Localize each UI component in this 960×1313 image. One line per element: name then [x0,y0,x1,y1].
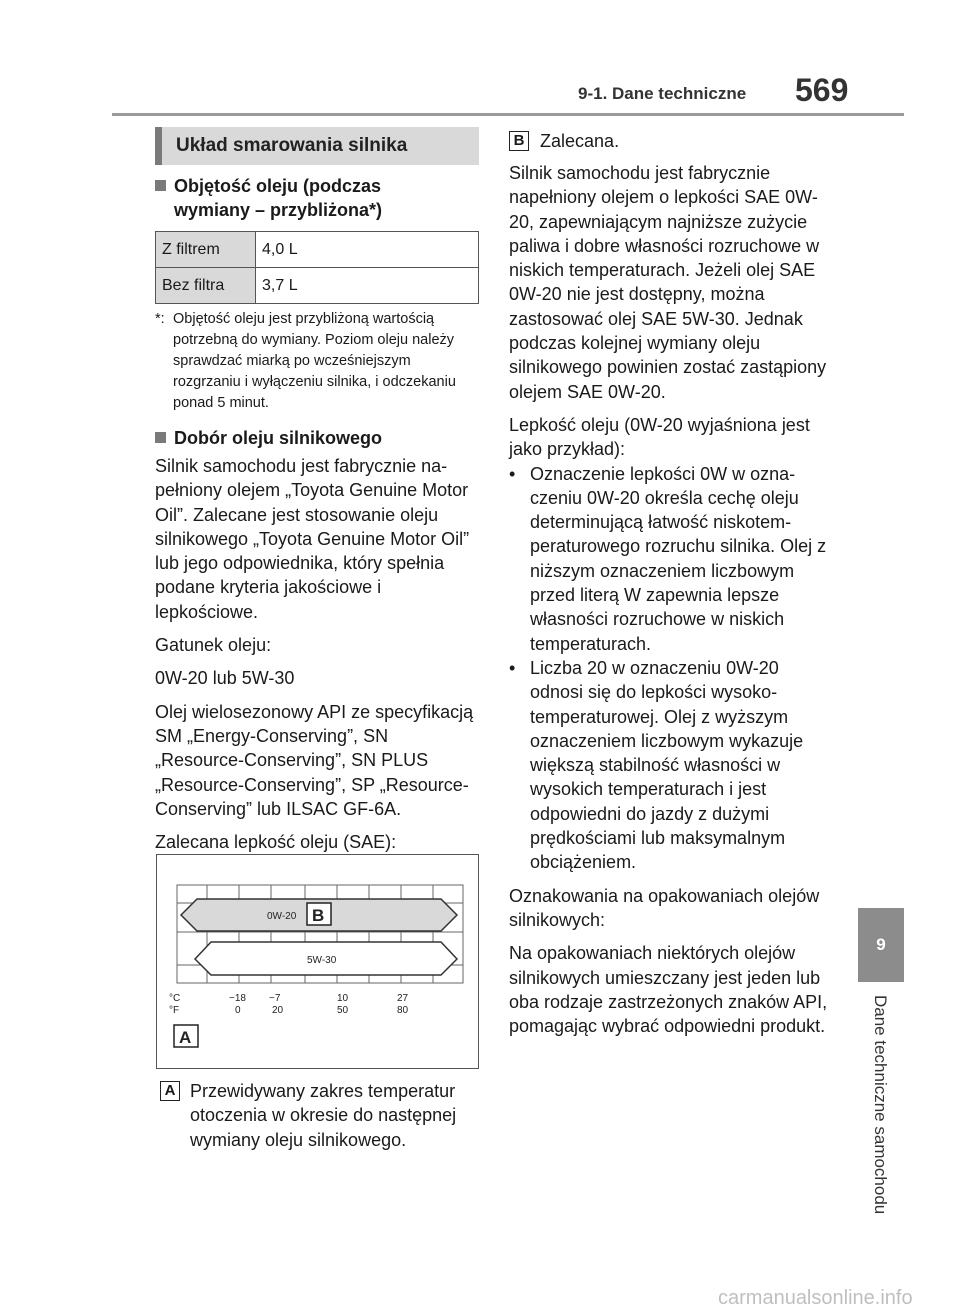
paragraph: Silnik samochodu jest fabrycznie napełniony olejem o lepkości SAE 0W-20, zapewniającym najniższe zużycie paliwa i dobre własności rozruchowe w niskich temperaturach. Jeżeli olej SAE 0W-20 nie jest dostępny, można zastosować olej SAE 5W-30. Jednak podczas kolejnej wymiany oleju silnikowego powinien zostać zastąpiony olejem SAE 0W-20. [509,163,827,402]
marker-b-badge: B [509,131,529,151]
square-bullet-icon [155,432,166,443]
oil-selection-body [155,454,481,854]
axis-unit-c: °C [169,993,181,1004]
bullet: • [509,657,516,678]
paragraph: Olej wielosezonowy API ze specyfikacją SM „Energy-Conserving”, SN „Resource-Conserving”, SN PLUS „Resource-Conserving”, SP „Resource-Conserving” lub ILSAC GF-6A. [155,701,474,819]
legend-b [509,129,831,153]
footnote-marker: *: [155,311,165,327]
paragraph: Zalecana lepkość oleju (SAE): [155,832,397,853]
oil-volume-table [155,231,479,304]
viscosity-chart [156,854,479,1069]
legend-b-text: Zalecana. [540,131,620,151]
bullet: • [509,463,516,484]
tick-f: 80 [397,1005,409,1016]
watermark: carmanualsonline.info [718,1287,913,1309]
section-title-box [155,127,479,165]
section-title: Układ smarowania silnika [176,135,408,156]
table-cell-label: Z filtrem [156,232,256,268]
oil-volume-heading-text: Objętość oleju (podczas wymiany – przybliżona*) [174,176,383,220]
table-cell-value: 3,7 L [256,268,479,304]
tick-c: 27 [397,993,409,1004]
list-item [509,462,831,656]
table-row [156,268,479,304]
series-label-5w30: 5W-30 [307,955,337,966]
tick-c: −18 [229,993,246,1004]
series-label-0w20: 0W-20 [267,911,297,922]
chapter-side-label [820,995,940,1235]
oil-selection-heading-text: Dobór oleju silnikowego [174,428,383,448]
paragraph: Oznakowania na opakowaniach olejów silnikowych: [509,885,820,930]
legend-a [160,1079,482,1152]
table-row [156,232,479,268]
header-rule [112,113,904,116]
paragraph: Silnik samochodu jest fabrycznie napełniony olejem „Toyota Genuine Motor Oil”. Zalecane jest stosowanie oleju silnikowego „Toyota Genuine Motor Oil” lub jego odpowiednika, który spełnia podane kryteria jakościowe i lepkościowe. [155,456,470,622]
marker-b-label: B [312,906,325,925]
paragraph: 0W-20 lub 5W-30 [155,668,295,689]
table-cell-value: 4,0 L [256,232,479,268]
footnote [155,309,479,414]
page-number: 569 [795,72,849,108]
tick-f: 20 [272,1005,284,1016]
oil-selection-heading [155,426,382,450]
tick-c: 10 [337,993,349,1004]
list-item-text: Oznaczenie lepkości 0W w oznaczeniu 0W-20 określa cechę oleju determinującą łatwość niskotemperaturowego rozruchu silnika. Olej z niższym oznaczeniem liczbowym przed literą W zapewnia lepsze własności rozruchowe w niskich temperaturach. [530,463,827,654]
running-header-section: 9-1. Dane techniczne [578,84,747,103]
paragraph: Na opakowaniach niektórych olejów silnikowych umieszczany jest jeden lub oba rodzaje zastrzeżonych znaków API, pomagając wybrać odpowiedni produkt. [509,943,828,1037]
marker-a-label: A [179,1028,192,1047]
paragraph: Lepkość oleju (0W-20 wyjaśniona jest jako przykład): [509,414,810,460]
table-cell-label: Bez filtra [156,268,256,304]
footnote-text: Objętość oleju jest przybliżoną wartością potrzebną do wymiany. Poziom oleju należy sprawdzać miarką po wcześniejszym rozgrzaniu i wyłączeniu silnika, i odczekaniu ponad 5 minut. [173,311,456,411]
axis-unit-f: °F [169,1005,180,1016]
chapter-tab: 9 [858,908,904,982]
square-bullet-icon [155,180,166,191]
tick-f: 0 [235,1005,241,1016]
legend-a-text: Przewidywany zakres temperatur otoczenia w okresie do następnej wymiany oleju silnikowego. [190,1081,457,1150]
right-column-body [509,161,831,1038]
chapter-side-label-text: Dane techniczne samochodu [871,995,890,1215]
viscosity-chart-svg [157,855,477,1067]
marker-a-badge: A [160,1081,180,1101]
list-item [509,656,831,875]
tick-c: −7 [269,993,281,1004]
oil-volume-heading [155,174,455,222]
paragraph: Gatunek oleju: [155,635,272,656]
tick-f: 50 [337,1005,349,1016]
list-item-text: Liczba 20 w oznaczeniu 0W-20 odnosi się do lepkości wysokotemperaturowej. Olej z wyższym oznaczeniem liczbowym wykazuje większą stabilność własności w wysokich temperaturach i jest odpowiedni do jazdy z dużymi prędkościami lub maksymalnym obciążeniem. [530,657,804,873]
